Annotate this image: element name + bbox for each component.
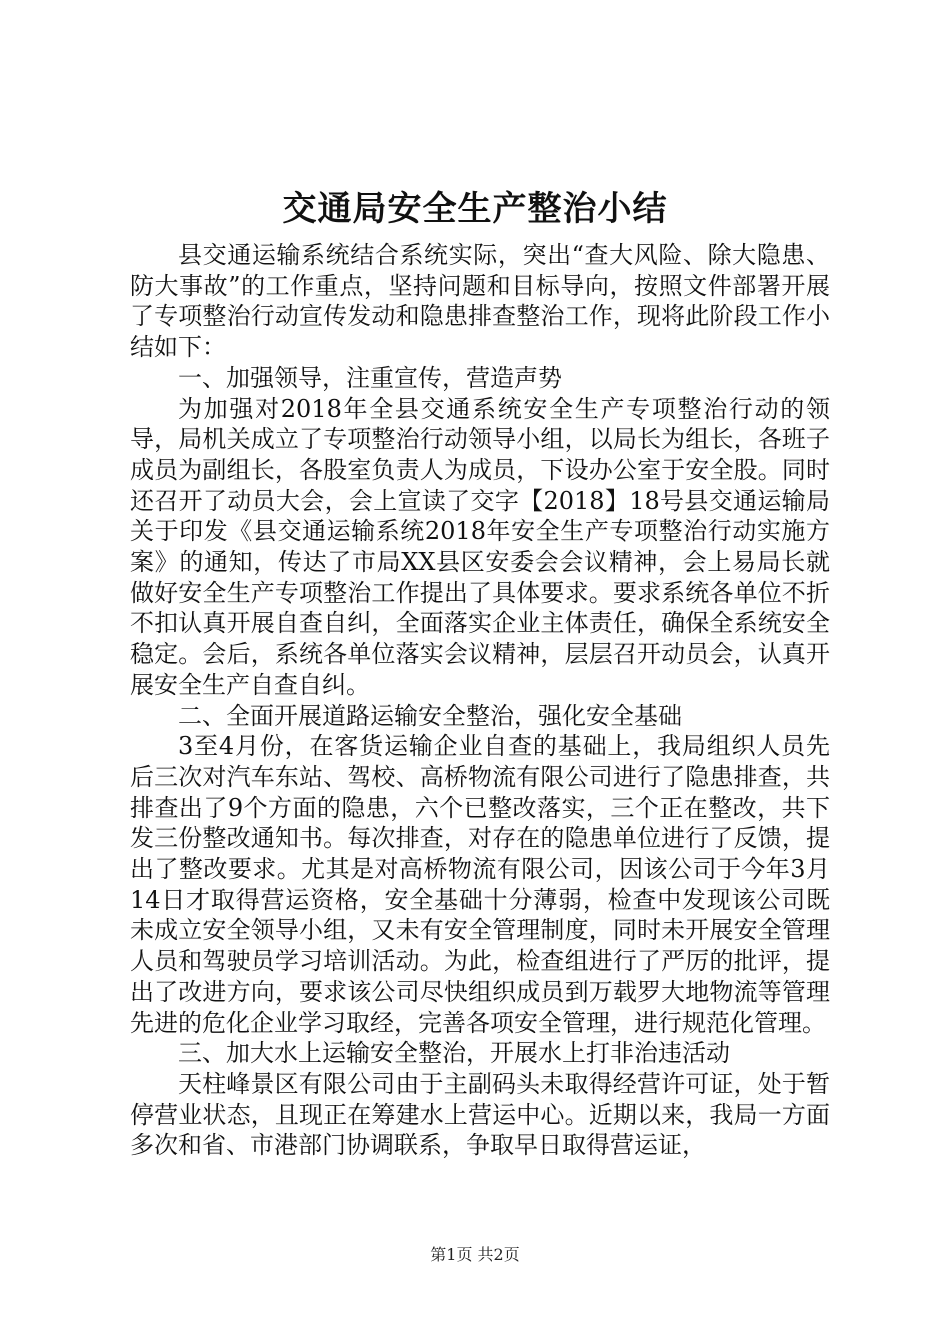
section-heading-3: 三、加大水上运输安全整治，开展水上打非治违活动 xyxy=(178,1039,730,1068)
paragraph-intro: 县交通运输系统结合系统实际，突出“查大风险、除大隐患、防大事故”的工作重点，坚持问题和目标导向，按照文件部署开展了专项整治行动宣传发动和隐患排查整治工作，现将此阶段工作小结如下： xyxy=(130,241,830,362)
section-heading-2: 二、全面开展道路运输安全整治，强化安全基础 xyxy=(178,701,682,730)
section-heading-1: 一、加强领导，注重宣传，营造声势 xyxy=(178,363,562,392)
paragraph-section-1: 为加强对2018年全县交通系统安全生产专项整治行动的领导，局机关成立了专项整治行动领导小组，以局长为组长，各班子成员为副组长，各股室负责人为成员，下设办公室于安全股。同时还召开了动员大会，会上宣读了交字【2018】18号县交通运输局关于印发《县交通运输系统2018年安全生产专项整治行动实施方案》的通知，传达了市局XX县区安委会会议精神，会上易局长就做好安全生产专项整治工作提出了具体要求。要求系统各单位不折不扣认真开展自查自纠，全面落实企业主体责任，确保全系统安全稳定。会后，系统各单位落实会议精神，层层召开动员会，认真开展安全生产自查自纠。 xyxy=(130,394,830,699)
page-number-footer: 第1页 共2页 xyxy=(430,1245,520,1264)
paragraph-section-3: 天柱峰景区有限公司由于主副码头未取得经营许可证，处于暂停营业状态，且现正在筹建水上营运中心。近期以来，我局一方面多次和省、市港部门协调联系，争取早日取得营运证， xyxy=(130,1069,830,1160)
document-title: 交通局安全生产整治小结 xyxy=(282,189,668,229)
paragraph-section-2: 3至4月份，在客货运输企业自查的基础上，我局组织人员先后三次对汽车东站、驾校、高桥物流有限公司进行了隐患排查，共排查出了9个方面的隐患，六个已整改落实，三个正在整改，共下发三份整改通知书。每次排查，对存在的隐患单位进行了反馈，提出了整改要求。尤其是对高桥物流有限公司，因该公司于今年3月14日才取得营运资格，安全基础十分薄弱，检查中发现该公司既未成立安全领导小组，又未有安全管理制度，同时未开展安全管理人员和驾驶员学习培训活动。为此，检查组进行了严厉的批评，提出了改进方向，要求该公司尽快组织成员到万载罗大地物流等管理先进的危化企业学习取经，完善各项安全管理，进行规范化管理。 xyxy=(130,732,830,1037)
document-body xyxy=(130,240,830,1161)
